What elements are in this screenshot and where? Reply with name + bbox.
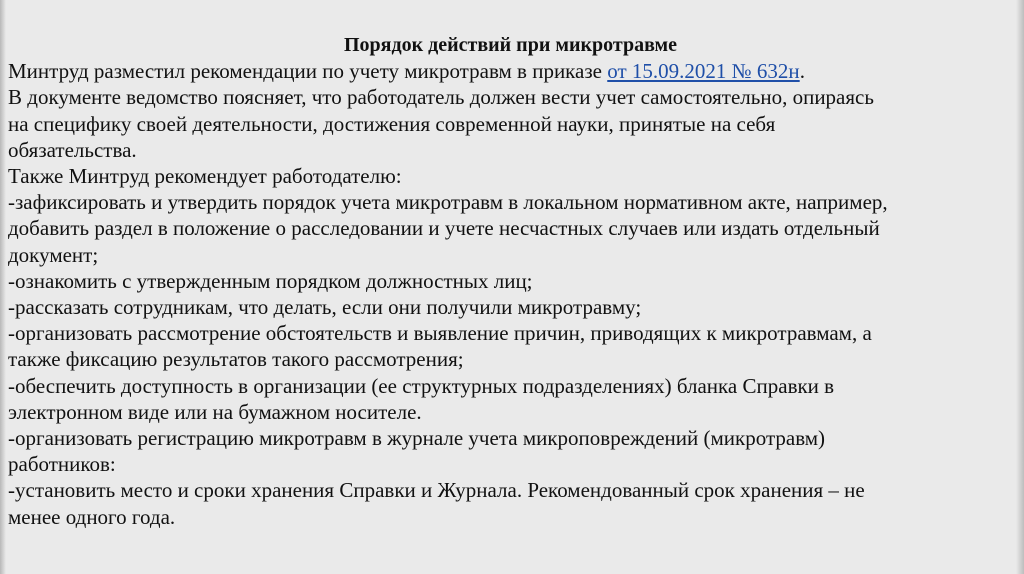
list-item-line: -рассказать сотрудникам, что делать, если они получили микротравму; [8,295,642,320]
list-item-line: менее одного года. [8,504,176,529]
list-item-line: -установить место и сроки хранения Справки и Журнала. Рекомендованный срок хранения – не [8,478,865,503]
list-item-line: также фиксацию результатов такого рассмотрения; [8,347,464,372]
text-line: обязательства. [8,137,137,162]
list-item-line: работников: [8,452,116,477]
intro-text: Минтруд разместил рекомендации по учету микротравм в приказе [8,59,608,84]
order-link[interactable]: от 15.09.2021 № 632н [607,59,800,84]
list-item-line: документ; [8,242,99,267]
list-item-line: -организовать регистрацию микротравм в журнале учета микроповреждений (микротравм) [8,426,826,451]
list-item-line: -зафиксировать и утвердить порядок учета микротравм в локальном нормативном акте, например, [8,190,888,215]
slide-left-edge [0,0,6,574]
text-line: на специфику своей деятельности, достижения современной науки, принятые на себя [8,111,776,136]
text-line: В документе ведомство поясняет, что работодатель должен вести учет самостоятельно, опираясь [8,85,874,110]
document-title: Порядок действий при микротравме [343,34,678,56]
text-line: Также Минтруд рекомендует работодателю: [8,164,402,189]
slide-right-edge [1016,0,1024,574]
list-item-line: -ознакомить с утвержденным порядком должностных лиц; [8,268,533,293]
intro-end: . [799,59,805,84]
list-item-line: добавить раздел в положение о расследовании и учете несчастных случаев или издать отдельный [8,216,880,241]
list-item-line: электронном виде или на бумажном носителе. [8,399,422,424]
intro-line [8,58,1013,84]
list-item-line: -обеспечить доступность в организации (ее структурных подразделениях) бланка Справки в [8,373,835,398]
document-body [8,32,1013,530]
list-item-line: -организовать рассмотрение обстоятельств и выявление причин, приводящих к микротравмам, а [8,321,872,346]
